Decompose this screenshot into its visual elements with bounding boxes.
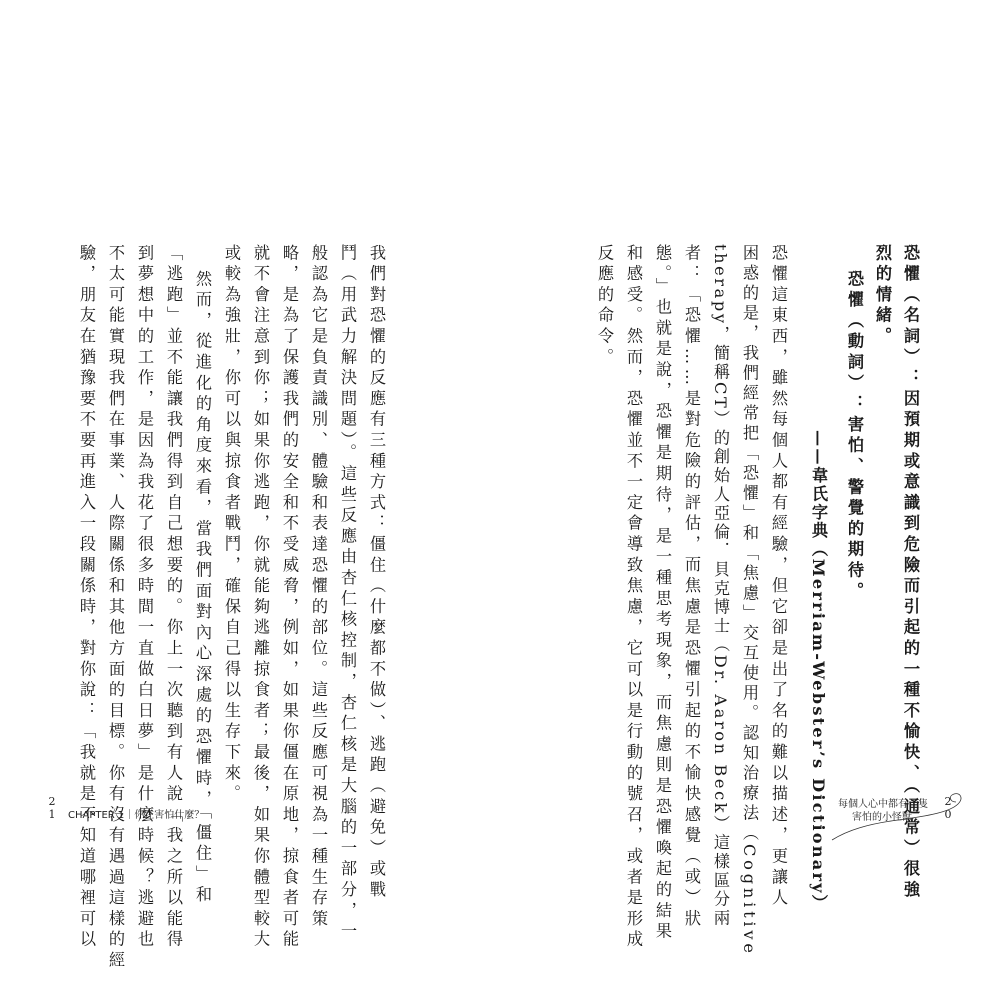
swirl-ornament-icon [828,786,968,846]
body-line: 或較為強壯，你可以與掠食者戰鬥，確保自己得以生存下來。 [222,244,241,806]
body-line: 然而，從進化的角度來看，當我們面對內心深處的恐懼時，「僵住」和 [193,270,212,907]
body-line: 「逃跑」並不能讓我們得到自己想要的。你上一次聽到有人說「我之所以能得 [164,244,183,952]
definition-noun: 恐懼（名詞）：因預期或意識到危險而引起的一種不愉快、（通常）很強 [901,244,920,902]
body-line: 不太可能實現我們在事業、人際關係和其他方面的目標。你有沒有遇過這樣的經 [106,244,125,972]
body-line: 鬥（用武力解決問題）。這些反應由杏仁核控制，杏仁核是大腦的一部分，一 [338,244,357,944]
body-line: 就不會注意到你；如果你逃跑，你就能夠逃離掠食者；最後，如果你體型較大 [251,244,270,952]
body-line: 我們對恐懼的反應有三種方式：僵住（什麼都不做）、逃跑（避免）或戰 [367,244,386,902]
book-title-running-head-line1: 每個人心中都有一隻 [838,799,928,810]
chapter-running-head: CHAPTER 1｜你在害怕什麼？ [68,810,205,821]
page-number-digit: 2 [944,795,952,808]
page-number-digit: 0 [944,808,952,821]
body-line: 態。」也就是說，恐懼是期待，是一種思考現象，而焦慮則是恐懼喚起的結果 [653,244,672,944]
page-number-digit: 1 [48,808,56,821]
body-line: 和感受。然而，恐懼並不一定會導致焦慮，它可以是行動的號召，或者是形成 [624,244,643,952]
body-line: 略，是為了保護我們的安全和不受威脅，例如，如果你僵在原地，掠食者可能 [280,244,299,952]
body-line: 者：「恐懼……是對危險的評估，而焦慮是恐懼引起的不愉快感覺（或）狀 [682,244,701,931]
page-number-digit: 2 [48,795,56,808]
definition-verb: 恐懼（動詞）：害怕、警覺的期待。 [845,270,864,603]
body-line: 驗，朋友在猶豫要不要再進入一段關係時，對你說：「我就是不知道哪裡可以 [77,244,96,952]
body-line: 困惑的是，我們經常把「恐懼」和「焦慮」交互使用。認知治療法（Cognitive [740,244,759,957]
body-line: 恐懼這東西，雖然每個人都有經驗，但它卻是出了名的難以描述，更讓人 [769,244,788,910]
body-line: therapy，簡稱CT）的創始人亞倫．貝克博士（Dr. Aaron Beck）這樣區分兩 [711,244,730,928]
page-number-left [46,795,58,821]
dictionary-attribution: ——韋氏字典（Merriam-Webster’s Dictionary） [809,430,828,914]
body-line: 反應的命令。 [595,244,614,369]
book-title-running-head-line2: 害怕的小怪獸 [852,812,912,823]
body-line: 般認為它是負責識別、體驗和表達恐懼的部位。這些反應可視為一種生存策 [309,244,328,931]
definition-noun-cont: 烈的情緒。 [873,244,892,348]
body-line: 到夢想中的工作，是因為我花了很多時間一直做白日夢」是什麼時候？逃避也 [135,244,154,952]
